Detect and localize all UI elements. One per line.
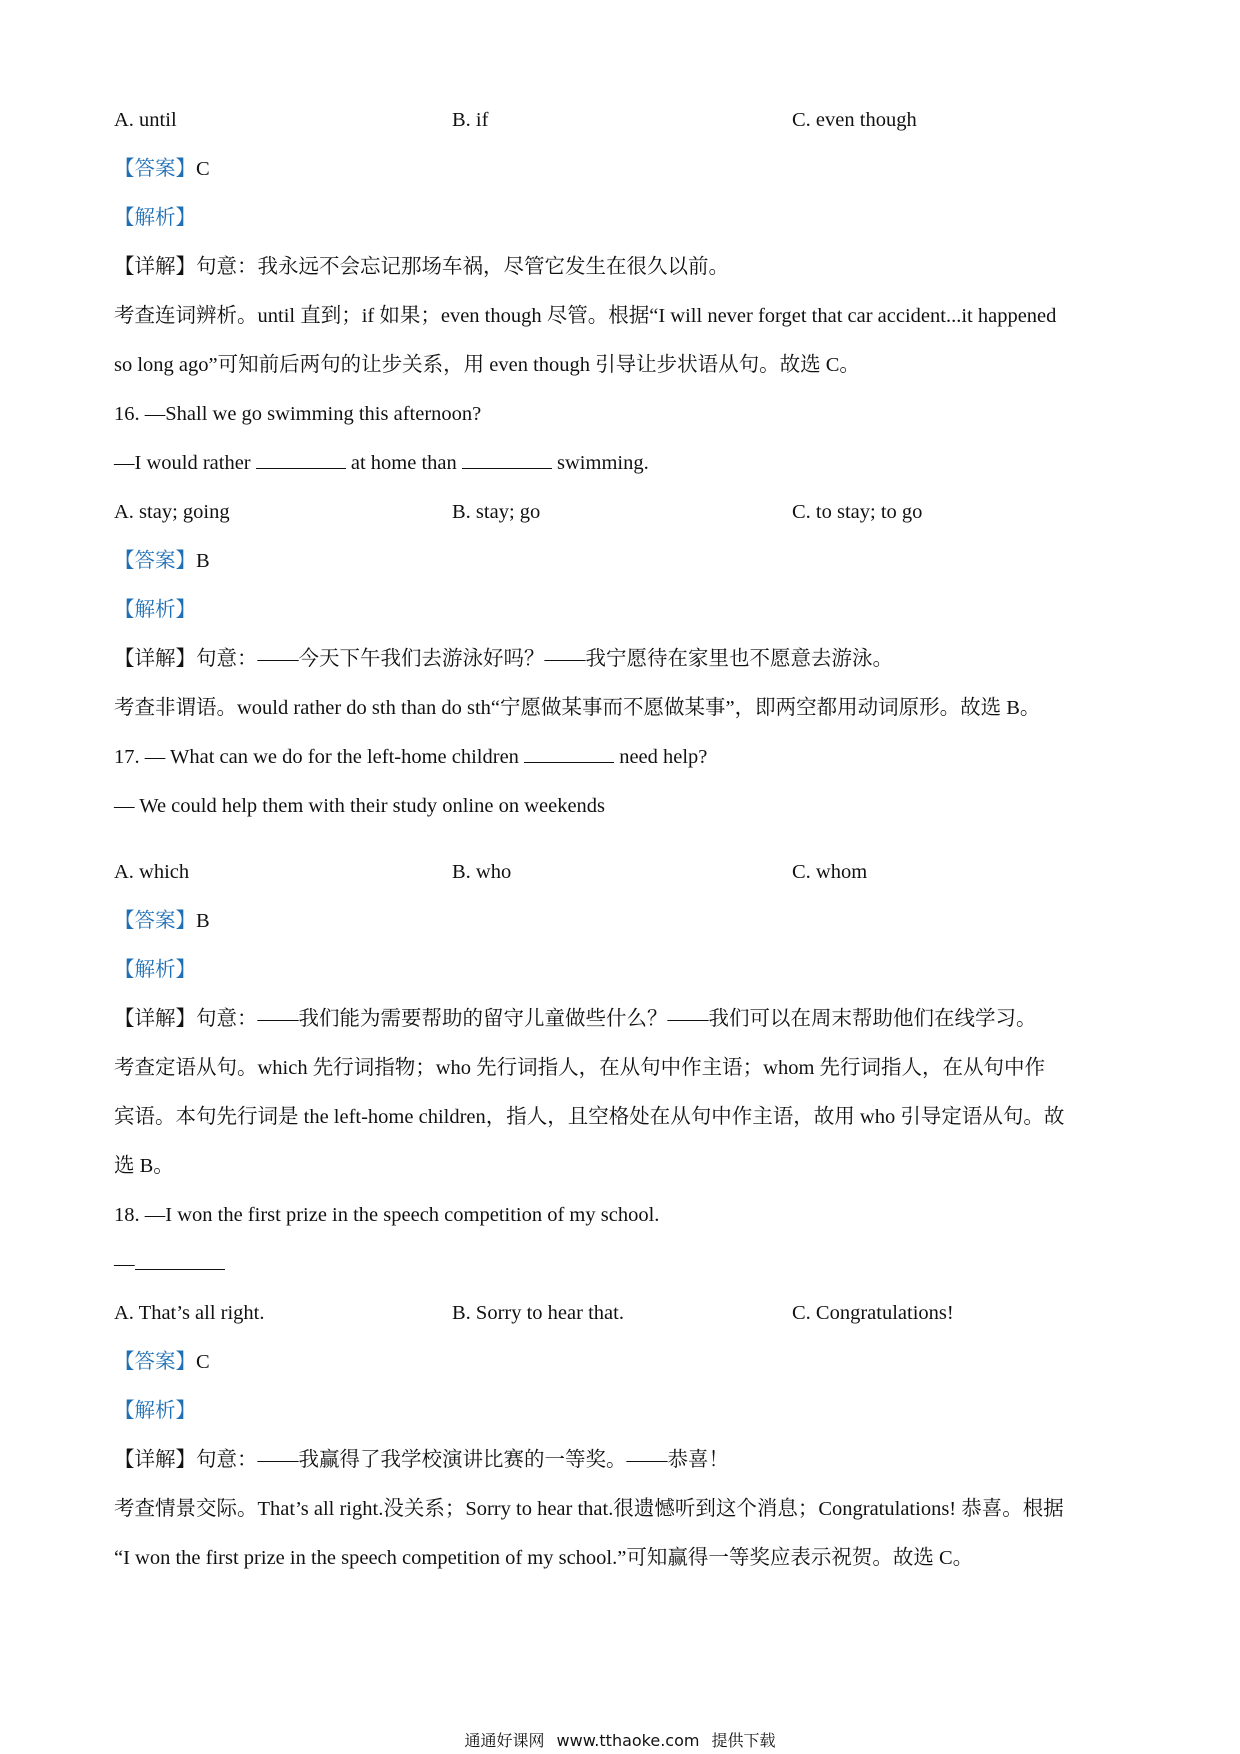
- q16-option-b: B. stay; go: [452, 501, 541, 523]
- q17-analysis-tag: 【解析】: [114, 959, 196, 981]
- q16-reply-pre: —I would rather: [114, 452, 251, 474]
- q16-reply: [114, 449, 649, 477]
- q18-analysis-tag: 【解析】: [114, 1400, 196, 1422]
- q15-explain-1: 考查连词辨析。until 直到；if 如果；even though 尽管。根据“I will never forget that car accident...it happened: [114, 305, 1057, 327]
- q15-explain-2: so long ago”可知前后两句的让步关系，用 even though 引导让步状语从句。故选 C。: [114, 354, 860, 376]
- footer-site-url[interactable]: www.tthaoke.com: [556, 1731, 700, 1750]
- q16-reply-post: swimming.: [557, 452, 649, 474]
- q18-question: 18. —I won the first prize in the speech competition of my school.: [114, 1204, 660, 1226]
- q16-question: 16. —Shall we go swimming this afternoon?: [114, 403, 482, 425]
- q17-detail: 【详解】句意：——我们能为需要帮助的留守儿童做些什么？——我们可以在周末帮助他们在线学习。: [114, 1008, 1037, 1030]
- q15-analysis-tag: 【解析】: [114, 207, 196, 229]
- q17-question-post: need help?: [619, 746, 708, 768]
- q16-reply-mid: at home than: [350, 452, 457, 474]
- answer-tag: 【答案】: [114, 910, 196, 932]
- answer-value: B: [196, 910, 210, 932]
- q17-option-b: B. who: [452, 861, 512, 883]
- blank-line: [256, 450, 346, 469]
- q15-option-a: A. until: [114, 109, 177, 131]
- answer-tag: 【答案】: [114, 1351, 196, 1373]
- blank-line: [135, 1251, 225, 1270]
- blank-line: [524, 744, 614, 763]
- answer-tag: 【答案】: [114, 158, 196, 180]
- footer-site-name: 通通好课网: [464, 1731, 545, 1750]
- blank-line: [462, 450, 552, 469]
- q18-reply-pre: —: [114, 1253, 135, 1275]
- q17-explain-2: 宾语。本句先行词是 the left-home children，指人，且空格处在从句中作主语，故用 who 引导定语从句。故: [114, 1106, 1065, 1128]
- q16-option-a: A. stay; going: [114, 501, 230, 523]
- q17-explain-3: 选 B。: [114, 1155, 174, 1177]
- q17-question-pre: 17. — What can we do for the left-home children: [114, 746, 519, 768]
- q15-option-c: C. even though: [792, 109, 917, 131]
- q18-explain-2: “I won the first prize in the speech competition of my school.”可知赢得一等奖应表示祝贺。故选 C。: [114, 1547, 974, 1569]
- q18-explain-1: 考查情景交际。That’s all right.没关系；Sorry to hear that.很遗憾听到这个消息；Congratulations! 恭喜。根据: [114, 1498, 1064, 1520]
- q17-option-c: C. whom: [792, 861, 868, 883]
- q17-explain-1: 考查定语从句。which 先行词指物；who 先行词指人，在从句中作主语；whom 先行词指人，在从句中作: [114, 1057, 1046, 1079]
- q18-detail: 【详解】句意：——我赢得了我学校演讲比赛的一等奖。——恭喜！: [114, 1449, 729, 1471]
- q17-reply: — We could help them with their study online on weekends: [114, 795, 606, 817]
- q15-option-b: B. if: [452, 109, 489, 131]
- answer-value: C: [196, 1351, 210, 1373]
- q17-question: [114, 743, 707, 771]
- q16-detail: 【详解】句意：——今天下午我们去游泳好吗？——我宁愿待在家里也不愿意去游泳。: [114, 648, 893, 670]
- q18-reply: [114, 1250, 225, 1278]
- q16-option-c: C. to stay; to go: [792, 501, 923, 523]
- answer-tag: 【答案】: [114, 550, 196, 572]
- q16-analysis-tag: 【解析】: [114, 599, 196, 621]
- answer-value: C: [196, 158, 210, 180]
- q17-answer: [114, 907, 210, 935]
- q18-answer: [114, 1348, 210, 1376]
- q16-answer: [114, 547, 210, 575]
- footer-note: 提供下载: [711, 1731, 776, 1750]
- q18-option-a: A. That’s all right.: [114, 1302, 265, 1324]
- page-footer: [0, 1730, 1240, 1752]
- q18-option-b: B. Sorry to hear that.: [452, 1302, 624, 1324]
- q15-detail: 【详解】句意：我永远不会忘记那场车祸，尽管它发生在很久以前。: [114, 256, 729, 278]
- q15-answer: [114, 155, 210, 183]
- q18-option-c: C. Congratulations!: [792, 1302, 954, 1324]
- q16-explain-1: 考查非谓语。would rather do sth than do sth“宁愿做某事而不愿做某事”，即两空都用动词原形。故选 B。: [114, 697, 1041, 719]
- q17-option-a: A. which: [114, 861, 190, 883]
- answer-value: B: [196, 550, 210, 572]
